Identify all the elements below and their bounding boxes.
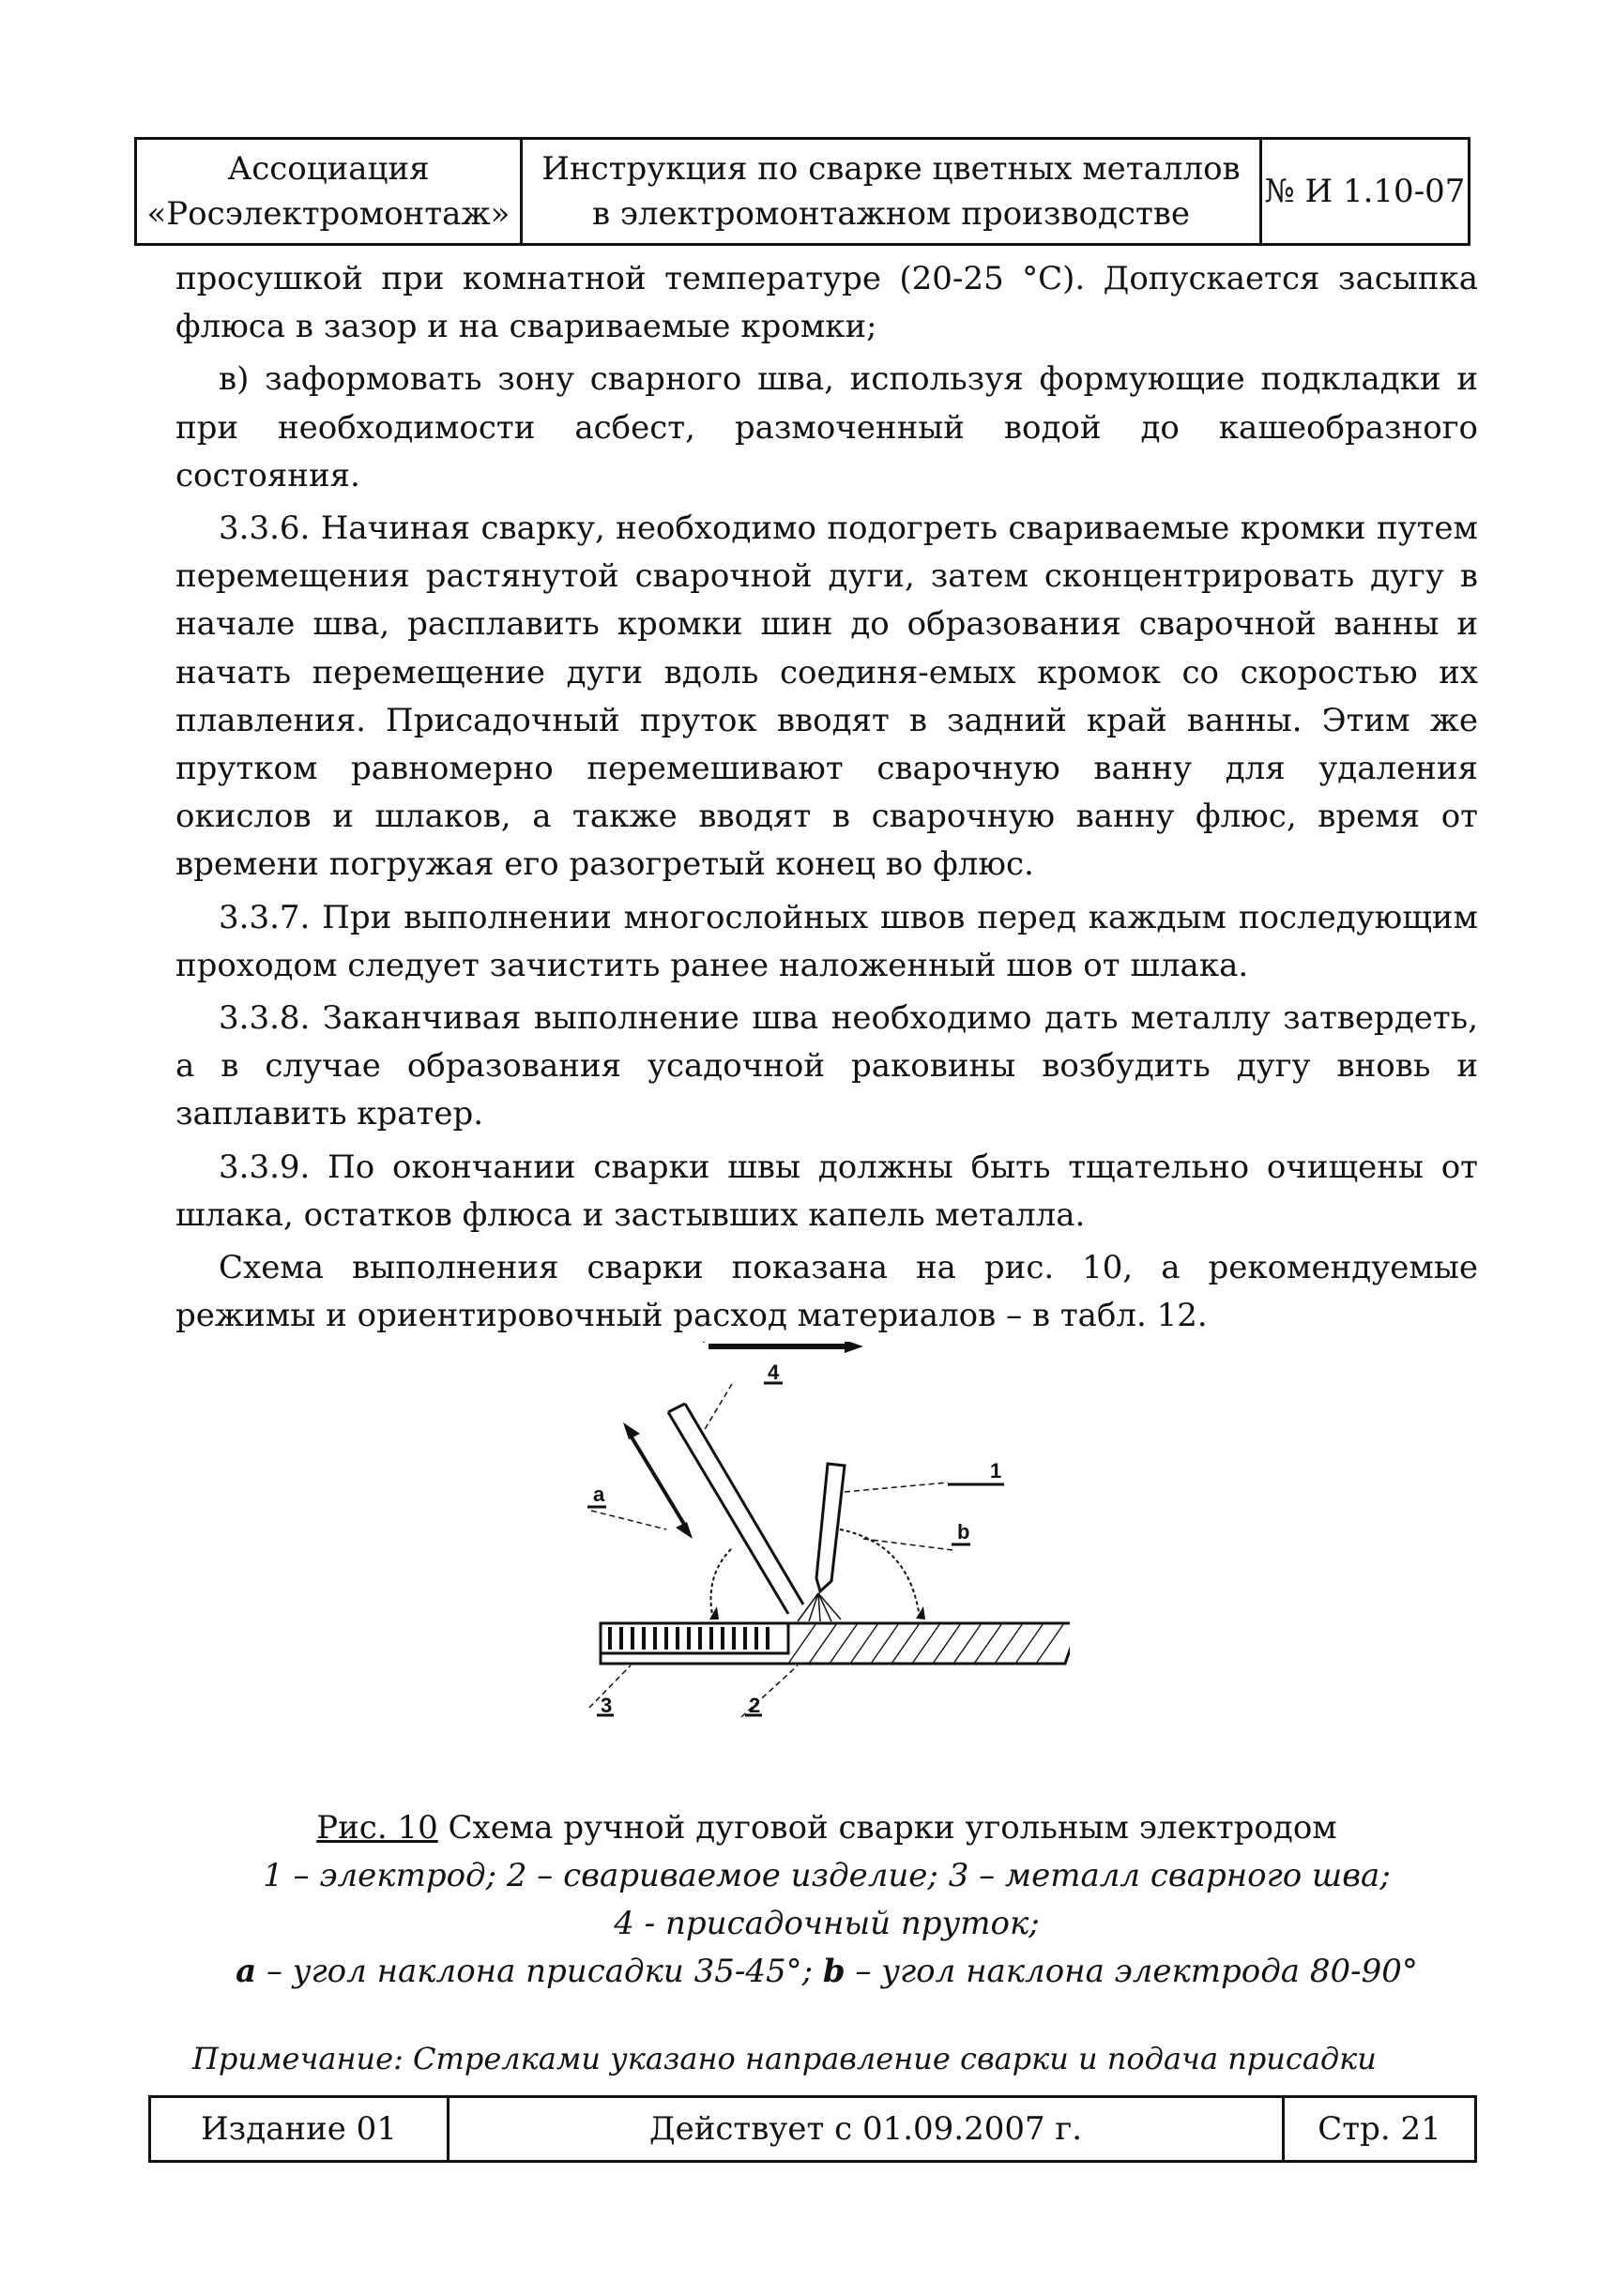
organization-subname: «Росэлектромонтаж» [146, 195, 510, 233]
caption-a-text: – угол наклона присадки 35-45°; [256, 1953, 823, 1990]
label-b: b [957, 1520, 970, 1543]
paragraph: Схема выполнения сварки показана на рис. 10, а рекомендуемые режимы и ориентировочный расход материалов – в табл. 12. [175, 1249, 1478, 1335]
label-4: 4 [768, 1361, 780, 1384]
label-a: a [593, 1483, 605, 1506]
document-title-line2: в электромонтажном производстве [591, 195, 1191, 233]
organization-name: Ассоциация [227, 150, 430, 188]
caption-a-symbol: a [236, 1953, 257, 1990]
angle-b-arc [840, 1529, 920, 1619]
paragraph: просушкой при комнатной температуре (20-25 °С). Допускается засыпка флюса в зазор и на свариваемые кромки; [175, 260, 1478, 346]
organization-cell [137, 140, 523, 243]
document-footer [148, 2095, 1477, 2163]
angle-a-arc [711, 1548, 733, 1619]
paragraph: в) заформовать зону сварного шва, используя формующие подкладки и при необходимости асбест, размоченный водой до кашеобразного состояния. [175, 360, 1478, 494]
arc-sparks [798, 1593, 841, 1621]
paragraph: 3.3.7. При выполнении многослойных швов перед каждым последующим проходом следует зачистить ранее наложенный шов от шлака. [175, 898, 1478, 984]
label-3: 3 [601, 1694, 613, 1717]
weld-seam [601, 1623, 788, 1653]
figure-reference: Рис. 10 [316, 1809, 438, 1847]
filler-feed-arrow-icon [623, 1422, 693, 1539]
document-title-line1: Инструкция по сварке цветных металлов [541, 150, 1241, 188]
welding-diagram [563, 1342, 1070, 1764]
welding-direction-arrow-icon [708, 1342, 863, 1353]
paragraph: 3.3.8. Заканчивая выполнение шва необходимо дать металлу затвердеть, а в случае образования усадочной раковины возбудить дугу вновь и заплавить кратер. [175, 999, 1478, 1133]
filler-rod [668, 1404, 803, 1614]
document-number-cell [1262, 140, 1468, 243]
caption-b-symbol: b [822, 1953, 846, 1990]
caption-legend-line: 4 - присадочный пруток; [614, 1905, 1040, 1942]
paragraph: 3.3.9. По окончании сварки швы должны быть тщательно очищены от шлака, остатков флюса и застывших капель металла. [175, 1148, 1478, 1234]
label-1: 1 [990, 1459, 1002, 1483]
document-header [134, 137, 1470, 246]
caption-b-text: – угол наклона электрода 80-90° [845, 1953, 1418, 1990]
effective-date-cell: Действует с 01.09.2007 г. [449, 2098, 1285, 2160]
caption-title-text: Схема ручной дуговой сварки угольным электродом [437, 1809, 1337, 1847]
label-2: 2 [749, 1694, 761, 1717]
paragraph: 3.3.6. Начиная сварку, необходимо подогреть свариваемые кромки путем перемещения растянутой сварочной дуги, затем сконцентрировать дугу в начале шва, расплавить кромки шин до образования сварочной ванны и начать перемещение дуги вдоль соединя-емых кромок со скоростью их плавления. Присадочный пруток вводят в задний край ванны. Этим же прутком равномерно перемешивают сварочную ванну для удаления окислов и шлаков, а также вводят в сварочную ванну флюс, время от времени погружая его разогретый конец во флюс. [175, 509, 1478, 884]
document-number: № И 1.10-07 [1264, 173, 1466, 210]
caption-legend-line: 1 – электрод; 2 – свариваемое изделие; 3 – металл сварного шва; [263, 1857, 1391, 1894]
caption-title [175, 1804, 1478, 1852]
edition-cell: Издание 01 [151, 2098, 449, 2160]
carbon-electrode [816, 1464, 845, 1591]
figure-caption [175, 1804, 1478, 1996]
figure-note: Примечание: Стрелками указано направление сварки и подача присадки [192, 2041, 1377, 2076]
page-number-cell: Стр. 21 [1318, 2110, 1441, 2148]
document-title-cell [523, 140, 1262, 243]
body-text [175, 255, 1478, 1340]
caption-legend-line [175, 1948, 1478, 1996]
